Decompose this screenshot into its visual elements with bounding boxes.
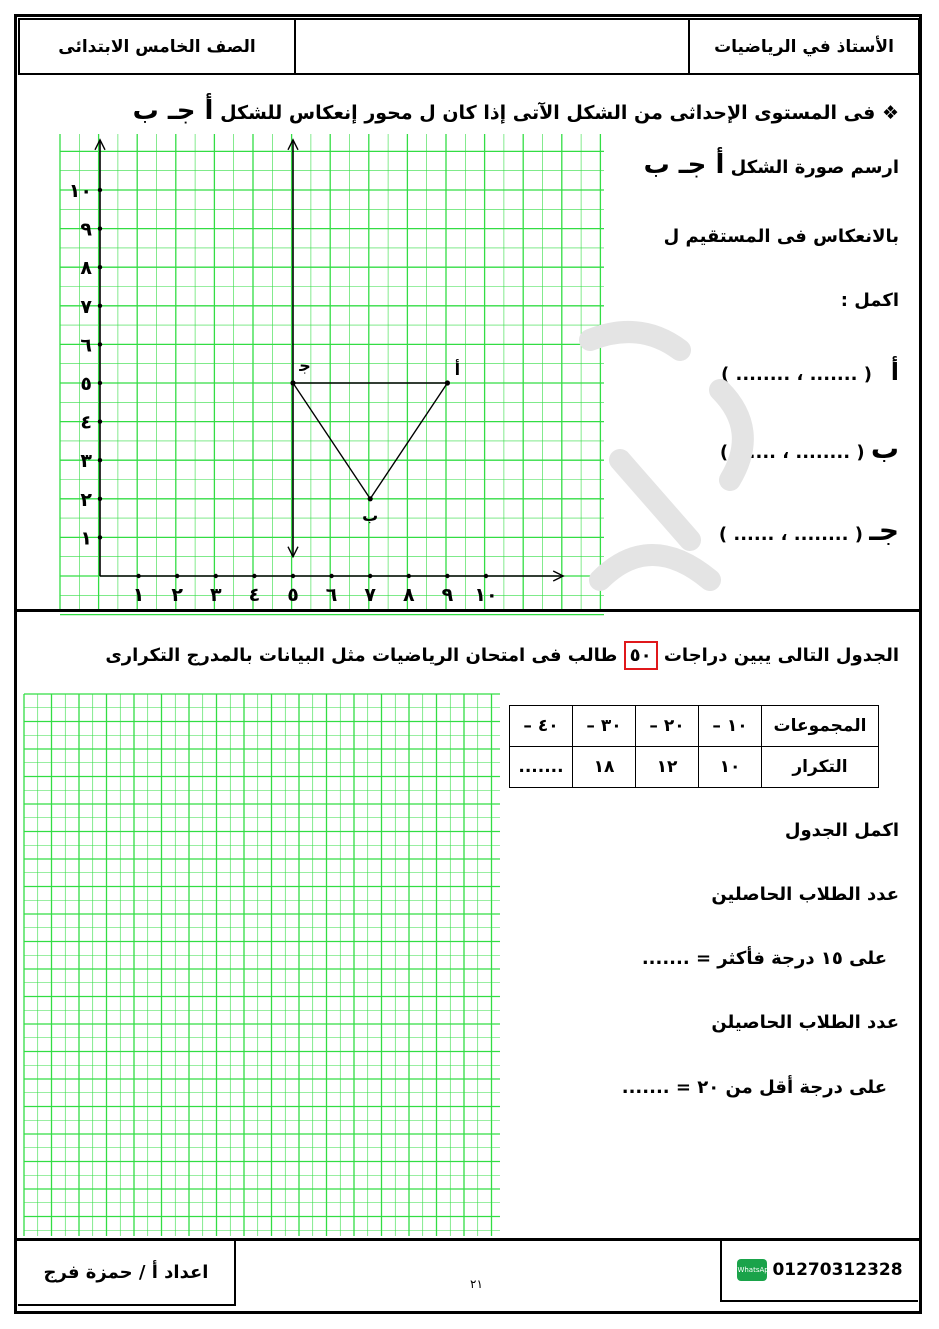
frequency-table	[509, 705, 879, 788]
y-tick-label: ٢	[80, 488, 92, 511]
header-middle-box	[294, 18, 690, 75]
x-tick-label: ٩	[441, 584, 454, 606]
q1-draw-instruction	[644, 150, 899, 180]
x-tick-dot	[445, 574, 449, 578]
q1-complete-label: اكمل :	[840, 290, 899, 311]
q2-complete-table: اكمل الجدول	[784, 820, 899, 841]
x-tick-label: ٧	[364, 584, 377, 606]
y-tick-dot	[98, 342, 102, 346]
vertex-point	[368, 496, 373, 501]
header-left-box	[18, 18, 296, 75]
y-tick-label: ٦	[80, 334, 92, 357]
y-tick-dot	[98, 497, 102, 501]
y-tick-dot	[98, 535, 102, 539]
q2-line-b1: عدد الطلاب الحاصيلن	[711, 1012, 899, 1033]
y-tick-dot	[98, 419, 102, 423]
q2-prompt-after: طالب فى امتحان الرياضيات مثل البيانات بالمدرج التكرارى	[105, 645, 618, 666]
graph-labels	[69, 180, 498, 606]
y-tick-label: ١٠	[68, 180, 92, 202]
phone-number: 01270312328	[772, 1260, 903, 1280]
vertex-point	[290, 380, 295, 385]
x-tick-label: ١	[132, 584, 145, 606]
q1-prompt-text: ❖ فى المستوى الإحداثى من الشكل الآتى إذا كان ل محور إنعكاس للشكل	[220, 102, 899, 124]
q1-shape-name: ﺃ جـ ب	[132, 96, 214, 126]
q1-blank-c-label: جـ	[869, 514, 899, 547]
grade-title: الصف الخامس الابتدائى	[58, 36, 256, 57]
footer-author-box	[18, 1240, 236, 1306]
q1-blank-a-value: ( ....... ، ........ )	[721, 364, 872, 385]
q1-blank-b-value: ( ........ ، .......)	[719, 442, 865, 463]
vertex-label: ﺃ	[454, 360, 461, 379]
x-tick-dot	[407, 574, 411, 578]
vertex-label: ب	[362, 505, 379, 525]
y-tick-label: ٩	[80, 218, 92, 241]
q1-draw-shape: ﺃ جـ ب	[643, 150, 725, 180]
x-tick-dot	[175, 574, 179, 578]
q2-line-a1: عدد الطلاب الحاصلين	[711, 884, 899, 905]
y-tick-label: ٧	[80, 295, 92, 318]
graph-axes	[95, 140, 563, 581]
page-number: ٢١	[470, 1277, 483, 1291]
vertex-point	[445, 380, 450, 385]
q2-line-b2: على درجة أقل من ٢٠ = .......	[621, 1077, 887, 1098]
x-tick-label: ٣	[209, 584, 222, 606]
table-row	[510, 747, 879, 788]
x-tick-label: ٥	[287, 584, 299, 606]
x-tick-dot	[484, 574, 488, 578]
table-cell: ١٠ –	[699, 706, 762, 747]
q1-prompt	[133, 96, 899, 126]
q2-highlight: ٥٠	[624, 641, 658, 670]
q1-draw-text: ارسم صورة الشكل	[730, 157, 899, 178]
q1-blank-b-label: ب	[870, 432, 899, 465]
watermark-logo	[560, 280, 820, 620]
q1-blank-a-label: ﺃ	[890, 358, 899, 386]
y-tick-dot	[98, 226, 102, 230]
y-tick-label: ٣	[80, 450, 92, 473]
whatsapp-label: WhatsApp	[737, 1266, 774, 1274]
x-tick-label: ٨	[402, 584, 415, 606]
subject-title: الأستاذ في الرياضيات	[714, 36, 894, 57]
y-tick-dot	[98, 304, 102, 308]
table-cell: .......	[510, 747, 573, 788]
table-row-header: المجموعات	[762, 706, 879, 747]
x-tick-label: ١٠	[474, 584, 498, 606]
q1-blank-c-value: ( ........ ، ...... )	[718, 524, 863, 545]
y-tick-dot	[98, 458, 102, 462]
table-cell: ٢٠ –	[636, 706, 699, 747]
vertex-label: ﺟ	[299, 356, 311, 375]
q1-reflection-text: بالانعكاس فى المستقيم ل	[663, 226, 899, 247]
y-tick-label: ١	[80, 527, 92, 550]
y-tick-dot	[98, 265, 102, 269]
header-right-box	[688, 18, 920, 75]
y-tick-label: ٨	[80, 257, 92, 280]
table-cell: ١٢	[636, 747, 699, 788]
y-tick-dot	[98, 188, 102, 192]
coordinate-graph	[56, 130, 606, 616]
table-cell: ١٠	[699, 747, 762, 788]
q2-line-a2: على ١٥ درجة فأكثر = .......	[641, 948, 887, 969]
x-tick-label: ٢	[171, 584, 184, 606]
histogram-grid	[20, 690, 504, 1240]
x-tick-dot	[136, 574, 140, 578]
table-cell: ١٨	[573, 747, 636, 788]
author-name: اعداد أ / حمزة فرج	[43, 1261, 209, 1283]
x-tick-dot	[252, 574, 256, 578]
graph-grid	[60, 134, 604, 615]
x-tick-dot	[329, 574, 333, 578]
x-tick-label: ٤	[248, 584, 261, 606]
x-tick-dot	[368, 574, 372, 578]
footer-phone-box	[720, 1240, 918, 1302]
whatsapp-icon	[737, 1259, 774, 1281]
q2-prompt	[105, 645, 899, 666]
y-tick-label: ٤	[80, 411, 92, 434]
table-row	[510, 706, 879, 747]
x-tick-dot	[214, 574, 218, 578]
triangle-shape	[290, 356, 460, 525]
q2-prompt-before: الجدول التالى يبين دراجات	[663, 645, 899, 666]
table-cell: ٤٠ –	[510, 706, 573, 747]
table-row-header: التكرار	[762, 747, 879, 788]
y-tick-label: ٥	[80, 373, 92, 395]
x-tick-dot	[291, 574, 295, 578]
x-tick-label: ٦	[325, 584, 338, 606]
y-tick-dot	[98, 381, 102, 385]
table-cell: ٣٠ –	[573, 706, 636, 747]
